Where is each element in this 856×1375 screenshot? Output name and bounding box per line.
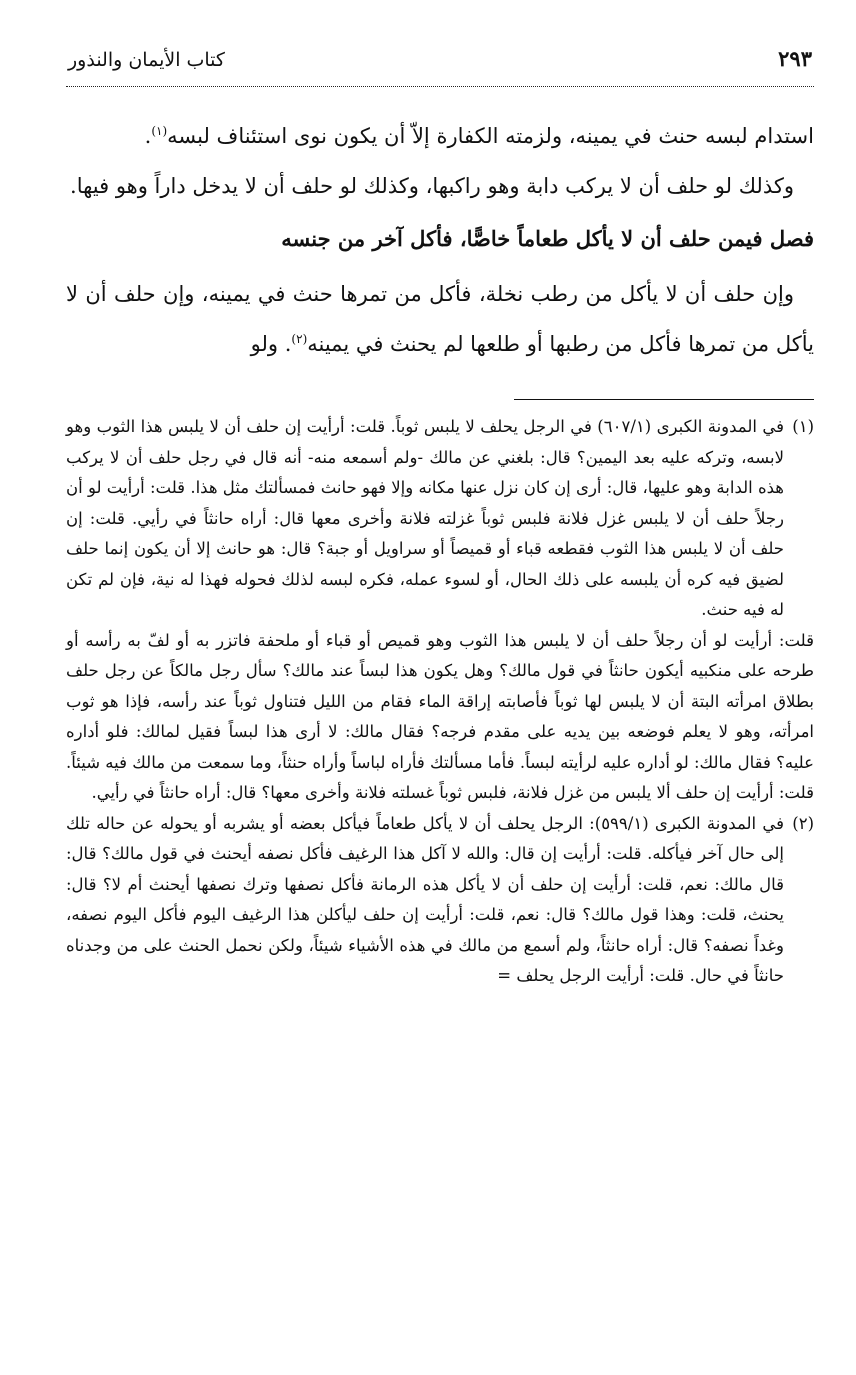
paragraph-3 (66, 269, 814, 369)
footnote-separator (514, 399, 814, 400)
paragraph-3-end: . ولو (250, 332, 292, 356)
paragraph-1-text: استدام لبسه حنث في يمينه، ولزمته الكفارة إلاّ أن يكون نوى استئناف لبسه (167, 124, 814, 148)
footnote-2-number: (٢) (792, 813, 814, 833)
section-heading: فصل فيمن حلف أن لا يأكل طعاماً خاصًّا، فأكل آخر من جنسه (281, 226, 814, 251)
footnote-reference-1[interactable]: (١) (151, 124, 168, 138)
footnote-1 (66, 412, 814, 626)
paragraph-2: وكذلك لو حلف أن لا يركب دابة وهو راكبها، وكذلك لو حلف أن لا يدخل داراً وهو فيها. (70, 174, 794, 198)
running-head (66, 46, 814, 87)
main-text (66, 111, 814, 369)
footnote-reference-2[interactable]: (٢) (291, 332, 308, 346)
book-title: كتاب الأيمان والنذور (68, 49, 225, 71)
paragraph-3-text: وإن حلف أن لا يأكل من رطب نخلة، فأكل من تمرها حنث في يمينه، وإن حلف أن لا يأكل من تمرها فأكل من رطبها أو طلعها لم يحنث في يمينه (66, 282, 814, 356)
footnote-1-text-2: قلت: أرأيت لو أن رجلاً حلف أن لا يلبس هذا الثوب وهو قميص أو قباء أو ملحفة فاتزر به أو لفّ به رأسه أو طرحه على منكبيه أيكون حانثاً في قول مالك؟ وهل يكون هذا لبساً عند مالك؟ سأل رجل مالكاً عن رجل حلف بطلاق امرأته البتة أن لا يلبس لها ثوباً فأصابته إراقة الماء فقام من الليل فتناول ثوباً عند رأسه، فإذا هو ثوب امرأته، وهو لا يعلم فوضعه بين يديه على مقدم فرجه؟ فقال مالك: لا أرى هذا لبساً فقيل لمالك: فلو أداره عليه؟ فقال مالك: لو أداره عليه لرأيته لبساً. فأما مسألتك فأراه لباساً وأراه حنثاً، وما سمعت من مالك فيه شيئاً. قلت: أرأيت إن حلف ألا يلبس من غزل فلانة، فلبس ثوباً غسلته فلانة وأخرى معها؟ قال: أراه حانثاً في رأيي. (66, 630, 814, 802)
footnote-2-text: في المدونة الكبرى (٥٩٩/١): الرجل يحلف أن لا يأكل طعاماً فيأكل بعضه أو يشربه أو يحوله عن حاله تلك إلى حال آخر فيأكله. قلت: أرأيت إن قال: والله لا آكل هذا الرغيف فأكل نصفه أيحنث في قول مالك؟ قال: قال مالك: نعم، قلت: أرأيت إن حلف أن لا يأكل هذه الرمانة فأكل نصفها وترك نصفها أيحنث أم لا؟ قال: يحنث، قلت: وهذا قول مالك؟ قال: نعم، قلت: أرأيت إن حلف ليأكلن هذا الرغيف اليوم فأكل اليوم نصفه، وغداً نصفه؟ قال: أراه حانثاً، ولم أسمع من مالك في هذه الأشياء شيئاً، ولكن نحمل الحنث على من وجدناه حانثاً في حال. قلت: أرأيت الرجل يحلف = (66, 813, 784, 985)
footnote-1-number: (١) (792, 417, 814, 436)
footnote-1-continued (66, 626, 814, 809)
footnote-1-text: في المدونة الكبرى (٦٠٧/١) في الرجل يحلف لا يلبس ثوباً. قلت: أرأيت إن حلف أن لا يلبس هذا الثوب وهو لابسه، وتركه عليه بعد اليمين؟ قال: بلغني عن مالك -ولم أسمعه منه- أنه قال في رجل حلف أن لا يركب هذه الدابة وهو عليها، قال: أرى إن كان نزل عنها مكانه وإلا فهو حانث فمسألتك مثل هذا. قلت: أرأيت لو أن رجلاً حلف أن لا يلبس غزل فلانة فلبس ثوباً غزلته فلانة وأخرى معها قال: أراه حانثاً في رأيي. قلت: إن حلف أن لا يلبس هذا الثوب فقطعه قباء أو قميصاً أو سراويل أو جبة؟ قال: هو حانث إلا أن يكون إنما حلف لضيق فيه كره أن يلبسه على ذلك الحال، أو لسوء عمله، فكره لبسه لذلك فحوله فهذا له نية، فإن لم تكن له فيه حنث. (66, 417, 785, 619)
page-number: ٢٩٣ (778, 46, 812, 71)
paragraph-1 (66, 111, 814, 161)
book-page (66, 46, 814, 1346)
footnote-2 (66, 809, 814, 992)
paragraph-1-end: . (144, 124, 152, 148)
footnotes (66, 412, 814, 992)
